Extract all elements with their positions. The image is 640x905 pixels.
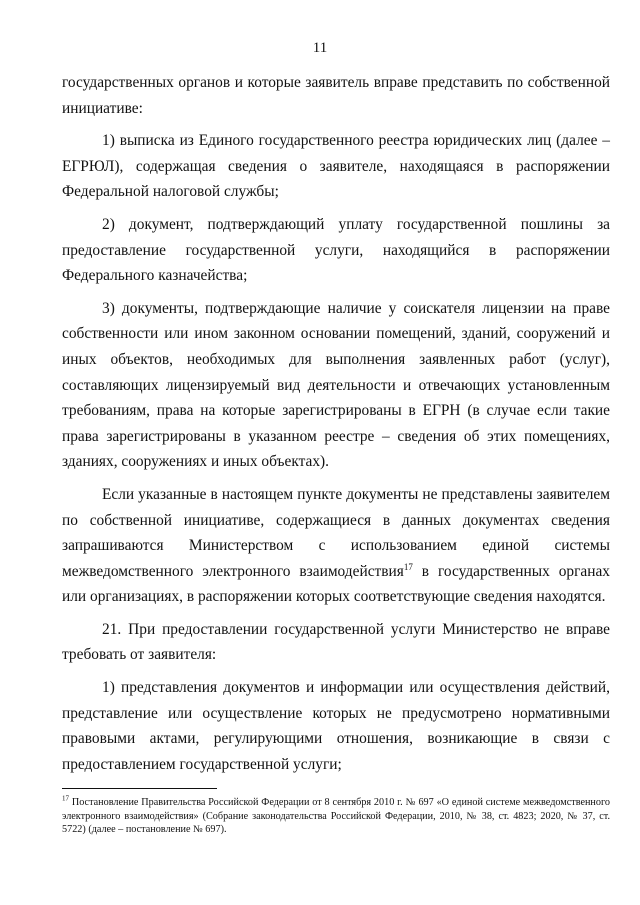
- paragraph-request-text: Если указанные в настоящем пункте документы не представлены заявителем по собственной инициативе, содержащиеся в данных документах сведения запрашиваются Министерством с использованием единой системы межведомственного электронного взаимодействия: [62, 485, 610, 580]
- body-text: [62, 70, 610, 784]
- footnote-marker: 17: [62, 794, 69, 803]
- footnote-divider: [62, 788, 217, 789]
- page-number: 11: [312, 40, 328, 56]
- paragraph-section-21-item-1: 1) представления документов и информации или осуществления действий, представление или осуществление которых не предусмотрено нормативными правовыми актами, регулирующими отношения, возникающие в связи с предоставлением государственной услуги;: [62, 679, 610, 773]
- paragraph-request-text-end: в государственных органах или организациях, в распоряжении которых соответствующие сведения находятся.: [62, 562, 611, 606]
- paragraph-section-21: 21. При предоставлении государственной услуги Министерство не вправе требовать от заявителя:: [62, 620, 610, 664]
- paragraph-request-note: [62, 482, 610, 610]
- footnote: [62, 796, 610, 837]
- footnote-reference[interactable]: 17: [403, 561, 413, 572]
- paragraph-intro: государственных органов и которые заявитель вправе представить по собственной инициативе:: [62, 74, 610, 117]
- paragraph-item-1: 1) выписка из Единого государственного реестра юридических лиц (далее – ЕГРЮЛ), содержащая сведения о заявителе, находящаяся в распоряжении Федеральной налоговой службы;: [62, 132, 610, 201]
- paragraph-item-3: 3) документы, подтверждающие наличие у соискателя лицензии на праве собственности или ином законном основании помещений, зданий, сооружений и иных объектов, необходимых для выполнения заявленных работ (услуг), составляющих лицензируемый вид деятельности и отвечающих установленным требованиям, права на которые зарегистрированы в ЕГРН (в случае если такие права зарегистрированы в указанном реестре – сведения об этих помещениях, зданиях, сооружениях и иных объектах).: [62, 299, 610, 471]
- paragraph-item-2: 2) документ, подтверждающий уплату государственной пошлины за предоставление государственной услуги, находящийся в распоряжении Федерального казначейства;: [62, 215, 610, 285]
- footnote-text: Постановление Правительства Российской Федерации от 8 сентября 2010 г. № 697 «О единой системе межведомственного электронного взаимодействия» (Собрание законодательства Российской Федерации, 2010, № 38, ст. 4823; 2020, № 37, ст. 5722) (далее – постановление № 697).: [62, 797, 610, 836]
